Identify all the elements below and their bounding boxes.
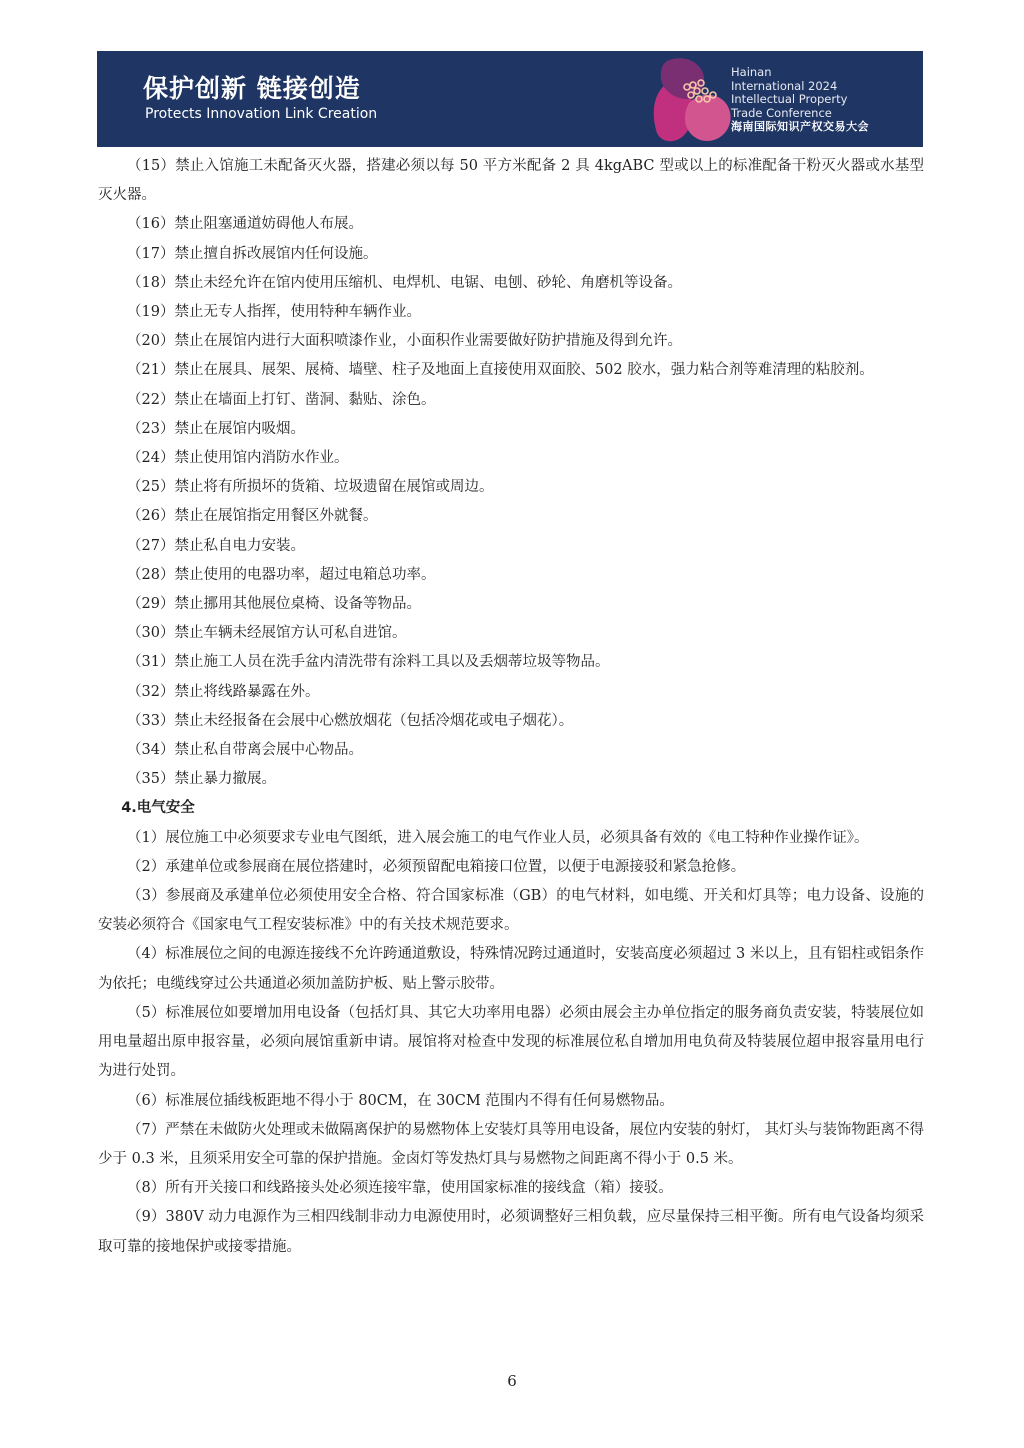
rule-paragraph: （4）标准展位之间的电源连接线不允许跨通道敷设，特殊情况跨过通道时，安装高度必须超过 3 米以上，且有铝柱或铝条作为依托；电缆线穿过公共通道必须加盖防护板、贴上警示胶带。 <box>98 946 924 992</box>
rule-paragraph: （5）标准展位如要增加用电设备（包括灯具、其它大功率用电器）必须由展会主办单位指定的服务商负责安装，特装展位如用电量超出原申报容量，必须向展馆重新申请。展馆将对检查中发现的标准展位私自增加用电负荷及特装展位超申报容量用电行为进行处罚。 <box>98 1004 924 1080</box>
rule-paragraph: （29）禁止挪用其他展位桌椅、设备等物品。 <box>127 596 421 613</box>
page-number: 6 <box>507 1372 517 1390</box>
rule-paragraph: （22）禁止在墙面上打钉、凿洞、黏贴、涂色。 <box>127 391 436 408</box>
rule-paragraph: （18）禁止未经允许在馆内使用压缩机、电焊机、电锯、电刨、砂轮、角磨机等设备。 <box>127 274 682 291</box>
rule-paragraph: （26）禁止在展馆指定用餐区外就餐。 <box>127 508 378 525</box>
rule-paragraph: （20）禁止在展馆内进行大面积喷漆作业，小面积作业需要做好防护措施及得到允许。 <box>127 333 682 350</box>
rule-paragraph: （32）禁止将线路暴露在外。 <box>127 683 320 700</box>
rule-paragraph: （17）禁止擅自拆改展馆内任何设施。 <box>127 245 378 262</box>
rule-paragraph: （27）禁止私自电力安装。 <box>127 537 305 554</box>
document-body <box>98 152 924 1262</box>
conference-line: Hainan <box>731 65 772 79</box>
rule-paragraph: （6）标准展位插线板距地不得小于 80CM，在 30CM 范围内不得有任何易燃物品。 <box>127 1092 674 1109</box>
slogan-chinese: 保护创新 链接创造 <box>143 74 361 103</box>
rule-paragraph: （8）所有开关接口和线路接头处必须连接牢靠，使用国家标准的接线盒（箱）接驳。 <box>127 1180 673 1197</box>
rule-paragraph: （15）禁止入馆施工未配备灭火器，搭建必须以每 50 平方米配备 2 具 4kgABC 型或以上的标准配备干粉灭火器或水基型灭火器。 <box>98 158 924 204</box>
header-banner <box>97 51 923 147</box>
rule-paragraph: （30）禁止车辆未经展馆方认可私自进馆。 <box>127 625 407 642</box>
slogan-english: Protects Innovation Link Creation <box>145 106 378 122</box>
rule-paragraph: （23）禁止在展馆内吸烟。 <box>127 420 305 437</box>
rule-paragraph: （25）禁止将有所损坏的货箱、垃圾遗留在展馆或周边。 <box>127 479 494 496</box>
rule-paragraph: （28）禁止使用的电器功率，超过电箱总功率。 <box>127 566 436 583</box>
conference-line: International 2024 <box>731 78 838 93</box>
rule-paragraph: （31）禁止施工人员在洗手盆内清洗带有涂料工具以及丢烟蒂垃圾等物品。 <box>127 654 610 671</box>
rule-paragraph: （9）380V 动力电源作为三相四线制非动力电源使用时，必须调整好三相负载，应尽量保持三相平衡。所有电气设备均须采取可靠的接地保护或接零措施。 <box>98 1209 924 1255</box>
rule-paragraph: （16）禁止阻塞通道妨碍他人布展。 <box>127 216 363 233</box>
conference-name-chinese: 海南国际知识产权交易大会 <box>731 120 869 133</box>
rule-paragraph: （34）禁止私自带离会展中心物品。 <box>127 742 363 759</box>
rule-paragraph: （1）展位施工中必须要求专业电气图纸，进入展会施工的电气作业人员，必须具备有效的《电工特种作业操作证》。 <box>127 829 869 846</box>
rule-paragraph: （33）禁止未经报备在会展中心燃放烟花（包括冷烟花或电子烟花）。 <box>127 712 574 729</box>
rule-paragraph: （35）禁止暴力撤展。 <box>127 771 276 788</box>
rule-paragraph: （24）禁止使用馆内消防水作业。 <box>127 450 349 467</box>
rule-paragraph: （3）参展商及承建单位必须使用安全合格、符合国家标准（GB）的电气材料，如电缆、开关和灯具等；电力设备、设施的安装必须符合《国家电气工程安装标准》中的有关技术规范要求。 <box>98 888 924 934</box>
section-heading: 4.电气安全 <box>121 800 195 817</box>
rule-paragraph: （19）禁止无专人指挥，使用特种车辆作业。 <box>127 304 421 321</box>
conference-line: Intellectual Property <box>731 92 848 106</box>
rule-paragraph: （21）禁止在展具、展架、展椅、墙壁、柱子及地面上直接使用双面胶、502 胶水，强力粘合剂等难清理的粘胶剂。 <box>127 362 874 379</box>
conference-line: Trade Conference <box>731 105 832 120</box>
rule-paragraph: （2）承建单位或参展商在展位搭建时，必须预留配电箱接口位置，以便于电源接驳和紧急抢修。 <box>127 858 746 875</box>
conference-name <box>731 66 869 134</box>
rule-paragraph: （7）严禁在未做防火处理或未做隔离保护的易燃物体上安装灯具等用电设备，展位内安装的射灯， 其灯头与装饰物距离不得少于 0.3 米，且须采用安全可靠的保护措施。金卤灯等发热灯具与易燃物之间距离不得小于 0.5 米。 <box>98 1121 924 1167</box>
